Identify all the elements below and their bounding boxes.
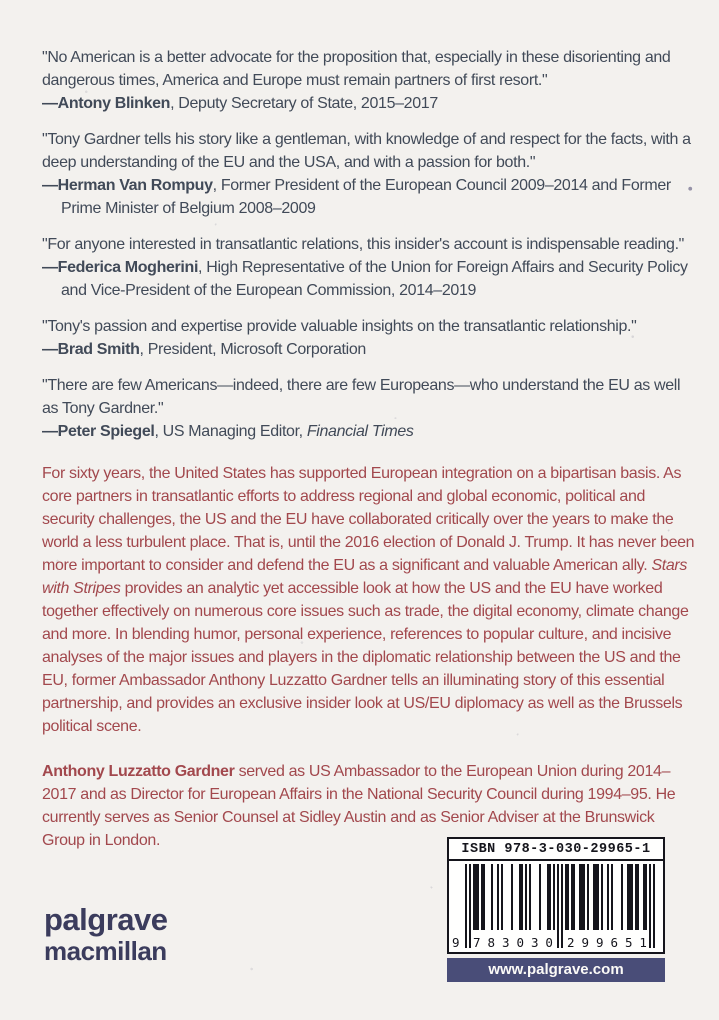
barcode-digits-group2: 2 9 9 6 5 1 — [567, 935, 647, 950]
author-name: Anthony Luzzatto Gardner — [42, 763, 235, 780]
description-part2: provides an analytic yet accessible look at how the US and the EU have worked together effectively on numerous core issues such as trade, the digital economy, climate change and more. In blending humor, personal experience, references to popular culture, and incisive analyses of the major issues and players in the diplomatic relationship between the US and the EU, former Ambassador Anthony Luzzatto Gardner tells an illuminating story of this essential partnership, and provides an exclusive insider look at US/EU diplomacy as well as the Brussels political scene. — [42, 580, 689, 735]
quote-attribution — [42, 338, 697, 361]
quote-block-blinken — [42, 46, 697, 115]
barcode-digit-lead: 9 — [452, 935, 460, 950]
attribution-name: —Antony Blinken — [42, 95, 171, 112]
attribution-name: —Peter Spiegel — [42, 423, 155, 440]
publisher-website: www.palgrave.com — [447, 958, 665, 982]
attribution-name: —Herman Van Rompuy — [42, 177, 213, 194]
quote-attribution — [42, 92, 697, 115]
attribution-name: —Brad Smith — [42, 341, 140, 358]
attribution-role: , Deputy Secretary of State, 2015–2017 — [170, 95, 438, 112]
book-title-italic: Stars with Stripes — [42, 557, 688, 597]
isbn-box — [447, 837, 665, 954]
isbn-label: ISBN 978-3-030-29965-1 — [449, 839, 663, 861]
logo-macmillan: macmillan — [44, 936, 167, 966]
logo-palgrave: palgrave — [44, 902, 168, 937]
barcode — [452, 864, 655, 950]
quote-attribution — [42, 174, 697, 220]
barcode-digits-group1: 7 8 3 0 3 0 — [473, 935, 553, 950]
quote-text: "Tony's passion and expertise provide valuable insights on the transatlantic relationship." — [42, 318, 637, 335]
quote-text: "Tony Gardner tells his story like a gentleman, with knowledge of and respect for the facts, with a deep understanding of the EU and the USA, and with a passion for both." — [42, 131, 691, 171]
quote-text: "There are few Americans—indeed, there are few Europeans—who understand the EU as well as Tony Gardner." — [42, 377, 681, 417]
quote-block-van-rompuy — [42, 128, 697, 220]
quote-block-spiegel — [42, 374, 697, 443]
attribution-role: , President, Microsoft Corporation — [139, 341, 366, 358]
quote-block-mogherini — [42, 233, 697, 302]
attribution-name: —Federica Mogherini — [42, 259, 199, 276]
back-cover-text-column — [42, 46, 697, 852]
quote-attribution — [42, 420, 697, 443]
attribution-role-italic: Financial Times — [306, 423, 414, 440]
quote-block-brad-smith — [42, 315, 697, 361]
quote-attribution — [42, 256, 697, 302]
author-bio-text: served as US Ambassador to the European Union during 2014–2017 and as Director for European Affairs in the National Security Council during 1994–95. He currently serves as Senior Counsel at Sidley Austin and as Senior Adviser at the Brunswick Group in London. — [42, 763, 676, 849]
palgrave-macmillan-logo — [44, 904, 168, 964]
attribution-role: , High Representative of the Union for Foreign Affairs and Security Policy and Vice-President of the European Commission, 2014–2019 — [61, 259, 688, 299]
quote-text: "No American is a better advocate for the proposition that, especially in these disorienting and dangerous times, America and Europe must remain partners of first resort." — [42, 49, 671, 89]
quote-text: "For anyone interested in transatlantic relations, this insider's account is indispensable reading." — [42, 236, 685, 253]
endorsements — [42, 46, 697, 443]
book-description — [42, 462, 697, 738]
description-part1: For sixty years, the United States has supported European integration on a bipartisan basis. As core partners in transatlantic efforts to address regional and global economic, political and security challenges, the US and the EU have collaborated critically over the years to make the world a less turbulent place. That is, until the 2016 election of Donald J. Trump. It has never been more important to consider and defend the EU as a significant and valuable American ally. — [42, 465, 695, 574]
barcode-block — [447, 837, 665, 982]
attribution-role: , Former President of the European Council 2009–2014 and Former Prime Minister of Belgium 2008–2009 — [61, 177, 671, 217]
description-paragraph — [42, 462, 697, 738]
attribution-role: , US Managing Editor, — [154, 423, 307, 440]
